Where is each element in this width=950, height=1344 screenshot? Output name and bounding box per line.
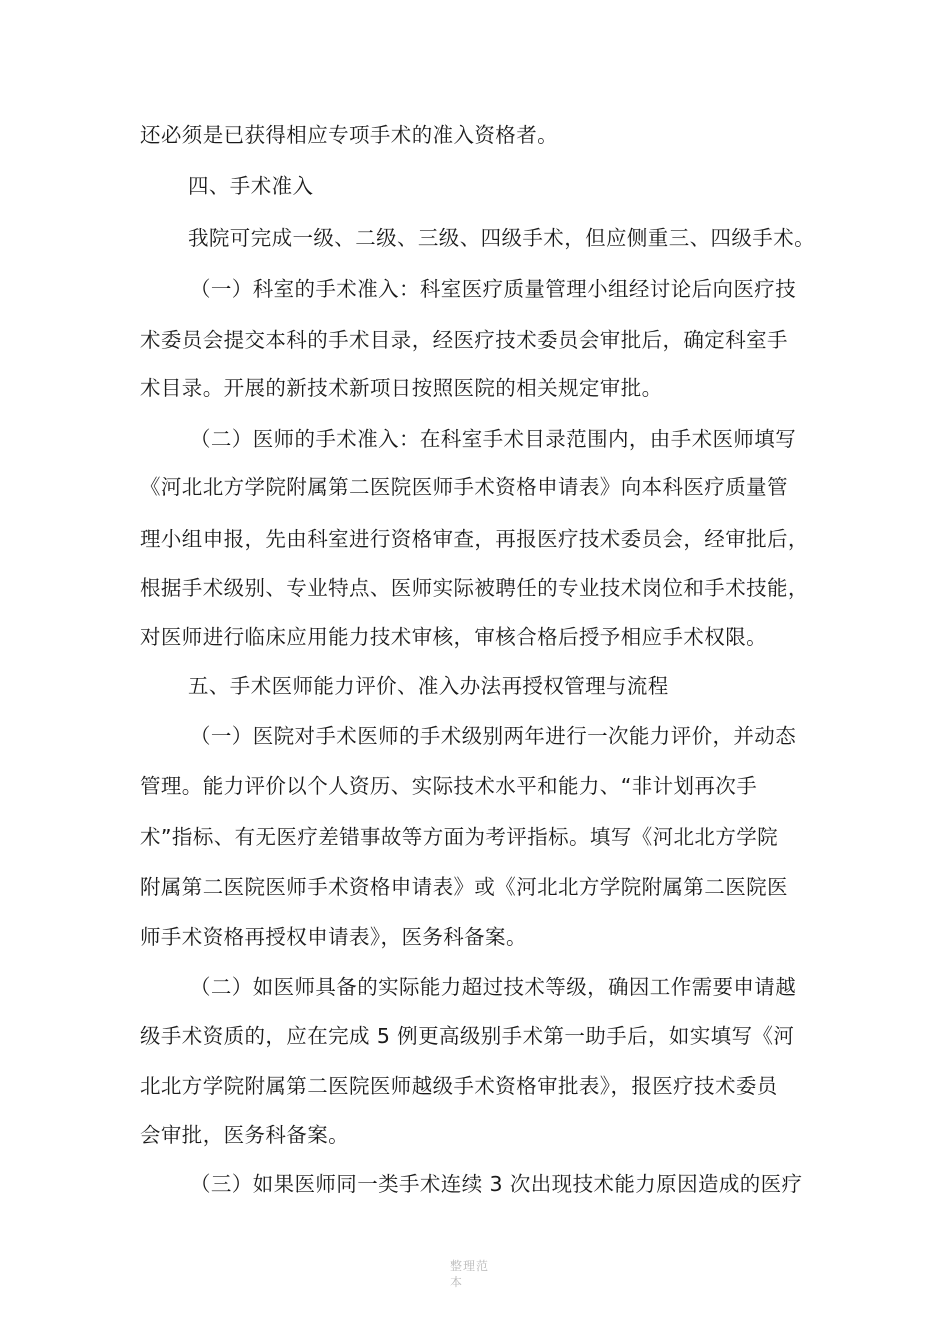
paragraph-line-1: 还必须是已获得相应专项手术的准入资格者。 <box>140 123 558 147</box>
paragraph-line-5: 术委员会提交本科的手术目录，经医疗技术委员会审批后，确定科室手 <box>140 328 788 352</box>
footer-line-2: 本 <box>450 1275 464 1289</box>
footer-line-1: 整理范 <box>450 1259 490 1273</box>
paragraph-line-4: （一）科室的手术准入：科室医疗质量管理小组经讨论后向医疗技 <box>190 277 797 301</box>
paragraph-line-3: 我院可完成一级、二级、三级、四级手术，但应侧重三、四级手术。 <box>188 226 815 250</box>
paragraph-line-7: （二）医师的手术准入：在科室手术目录范围内，由手术医师填写 <box>190 427 797 451</box>
paragraph-line-17: 师手术资格再授权申请表》，医务科备案。 <box>140 925 527 949</box>
paragraph-line-6: 术目录。开展的新技术新项日按照医院的相关规定审批。 <box>140 376 663 400</box>
paragraph-line-22: （三）如果医师同一类手术连续 3 次出现技术能力原因造成的医疗 <box>190 1172 803 1196</box>
section-heading-5: 五、手术医师能力评价、准入办法再授权管理与流程 <box>188 674 669 698</box>
paragraph-line-11: 对医师进行临床应用能力技术审核，审核合格后授予相应手术权限。 <box>140 625 767 649</box>
paragraph-line-8: 《河北北方学院附属第二医院医师手术资格申请表》向本科医疗质量管 <box>140 475 788 499</box>
paragraph-line-9: 理小组申报，先由科室进行资格审查，再报医疗技术委员会，经审批后， <box>140 527 809 551</box>
paragraph-line-21: 会审批，医务科备案。 <box>140 1123 349 1147</box>
paragraph-line-18: （二）如医师具备的实际能力超过技术等级，确因工作需要申请越 <box>190 975 797 999</box>
paragraph-line-16: 附属第二医院医师手术资格申请表》或《河北北方学院附属第二医院医 <box>140 875 788 899</box>
paragraph-line-20: 北北方学院附属第二医院医师越级手术资格审批表》，报医疗技术委员 <box>140 1074 778 1098</box>
section-heading-4: 四、手术准入 <box>188 174 314 198</box>
paragraph-line-13: （一）医院对手术医师的手术级别两年进行一次能力评价，并动态 <box>190 724 797 748</box>
paragraph-line-14: 管理。能力评价以个人资历、实际技术水平和能力、“非计划再次手 <box>140 774 758 798</box>
paragraph-line-15: 术”指标、有无医疗差错事故等方面为考评指标。填写《河北北方学院 <box>140 825 779 849</box>
paragraph-line-10: 根据手术级别、专业特点、医师实际被聘任的专业技术岗位和手术技能， <box>140 576 809 600</box>
page-footer <box>450 1258 510 1290</box>
paragraph-line-19: 级手术资质的，应在完成 5 例更高级别手术第一助手后，如实填写《河 <box>140 1024 795 1048</box>
